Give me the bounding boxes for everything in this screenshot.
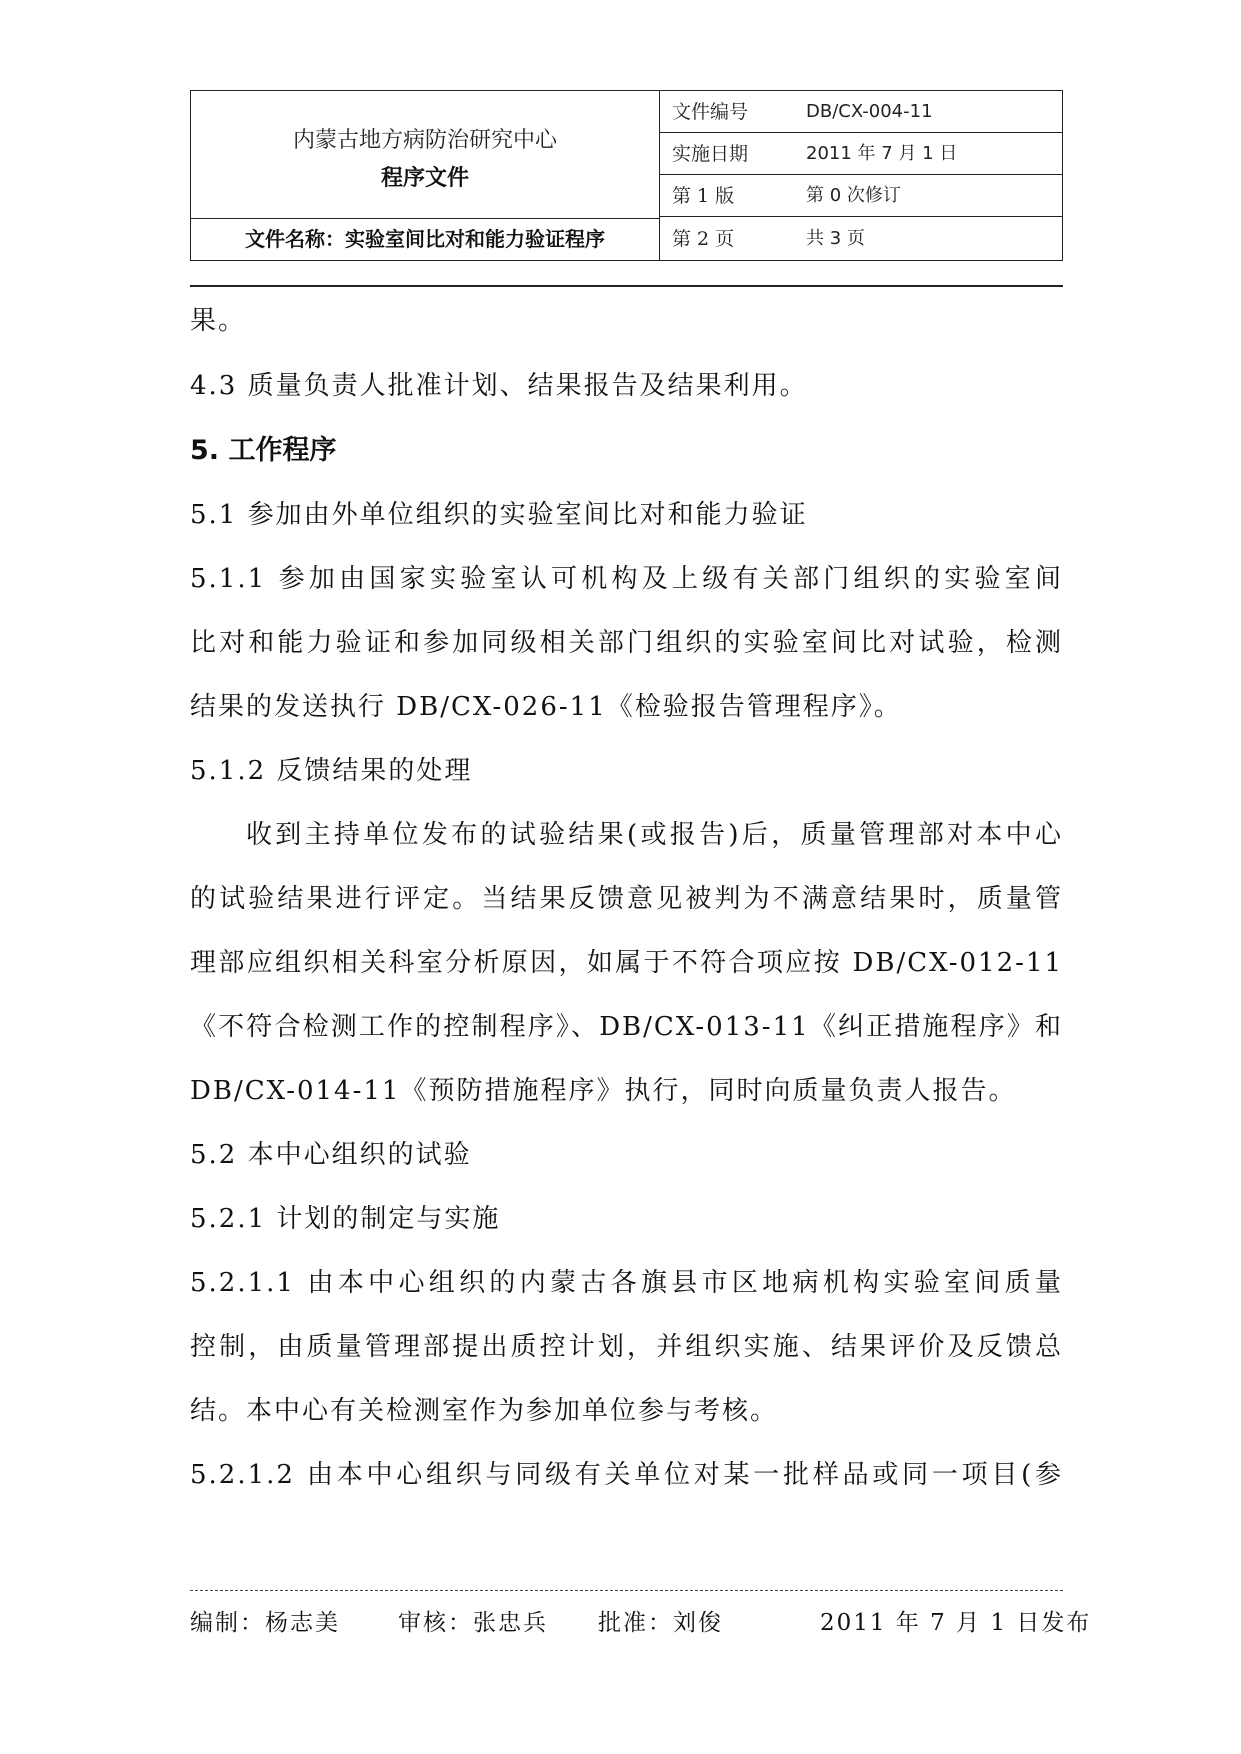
header-row-value: DB/CX-004-11	[806, 101, 933, 122]
body-line: 果。	[190, 306, 247, 336]
header-row-file-number	[660, 91, 1062, 133]
body-line: 的试验结果进行评定。当结果反馈意见被判为不满意结果时，质量管	[190, 884, 1063, 914]
footer-approver: 批准：刘俊	[598, 1610, 723, 1636]
footer-reviewer: 审核：张忠兵	[398, 1610, 548, 1636]
footer-date: 2011 年 7 月 1 日发布	[820, 1610, 1092, 1636]
body-line: 收到主持单位发布的试验结果(或报告)后，质量管理部对本中心	[246, 820, 1063, 850]
header-row-key: 实施日期	[672, 143, 749, 165]
document-header-table	[190, 90, 1063, 261]
body-line: DB/CX-014-11《预防措施程序》执行，同时向质量负责人报告。	[190, 1076, 1017, 1106]
header-divider	[190, 285, 1063, 287]
body-line: 5.1 参加由外单位组织的实验室间比对和能力验证	[190, 500, 808, 530]
header-row-page	[660, 218, 1062, 260]
header-row-value: 2011 年 7 月 1 日	[806, 143, 958, 164]
body-line: 5.2 本中心组织的试验	[190, 1140, 472, 1170]
file-name-cell: 文件名称：实验室间比对和能力验证程序	[191, 218, 660, 260]
header-row-key: 第 2 页	[672, 228, 735, 250]
body-line: 5.2.1.2 由本中心组织与同级有关单位对某一批样品或同一项目(参	[190, 1460, 1063, 1490]
header-row-edition	[660, 175, 1062, 217]
section-heading: 5. 工作程序	[190, 435, 337, 466]
body-line: 5.1.1 参加由国家实验室认可机构及上级有关部门组织的实验室间	[190, 564, 1063, 594]
header-row-value: 第 0 次修订	[806, 185, 901, 206]
footer-editor: 编制：杨志美	[190, 1610, 340, 1636]
header-title-cell	[191, 91, 660, 218]
footer-divider	[190, 1590, 1063, 1591]
body-line: 理部应组织相关科室分析原因，如属于不符合项应按 DB/CX-012-11	[190, 948, 1063, 978]
header-row-value: 共 3 页	[806, 228, 865, 249]
body-line: 4.3 质量负责人批准计划、结果报告及结果利用。	[190, 371, 808, 401]
header-row-effective-date	[660, 133, 1062, 175]
header-row-key: 第 1 版	[672, 185, 735, 207]
document-type: 程序文件	[380, 166, 469, 191]
body-line: 比对和能力验证和参加同级相关部门组织的实验室间比对试验，检测	[190, 628, 1063, 658]
body-line: 结果的发送执行 DB/CX-026-11《检验报告管理程序》。	[190, 692, 902, 722]
body-line: 控制，由质量管理部提出质控计划，并组织实施、结果评价及反馈总	[190, 1332, 1063, 1362]
body-line: 《不符合检测工作的控制程序》、DB/CX-013-11《纠正措施程序》和	[190, 1012, 1063, 1042]
body-line: 结。本中心有关检测室作为参加单位参与考核。	[190, 1396, 779, 1426]
body-line: 5.1.2 反馈结果的处理	[190, 756, 473, 786]
header-row-key: 文件编号	[672, 101, 749, 123]
organization-name: 内蒙古地方病防治研究中心	[292, 128, 557, 153]
body-line: 5.2.1 计划的制定与实施	[190, 1204, 501, 1234]
body-line: 5.2.1.1 由本中心组织的内蒙古各旗县市区地病机构实验室间质量	[190, 1268, 1063, 1298]
